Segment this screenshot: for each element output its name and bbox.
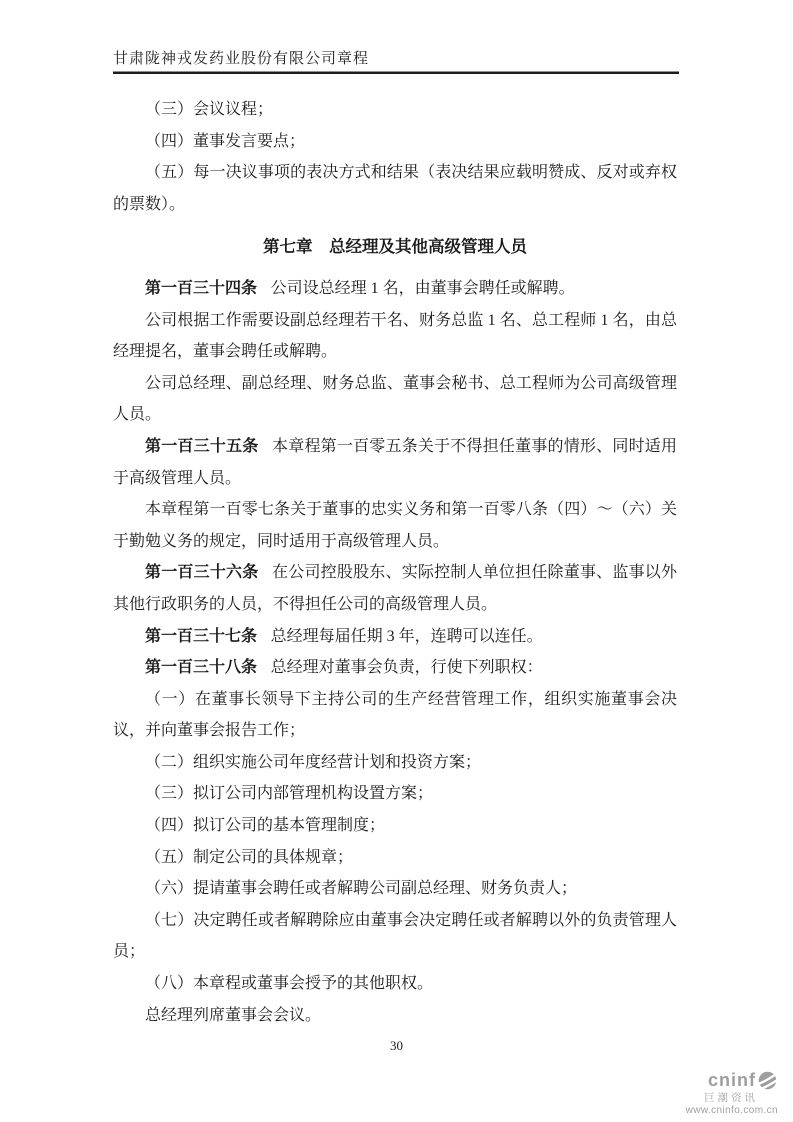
paragraph-text: （一）在董事长领导下主持公司的生产经营管理工作，组织实施董事会决议，并向董事会报告工作； [113, 690, 677, 740]
paragraph-text: （六）提请董事会聘任或者解聘公司副总经理、财务负责人； [145, 880, 578, 898]
page-number: 30 [390, 1038, 403, 1053]
paragraph [113, 684, 677, 747]
paragraph [113, 126, 677, 158]
paragraph [113, 557, 677, 620]
article-number: 第一百三十六条 [145, 564, 259, 582]
paragraph-text: 公司设总经理 1 名，由董事会聘任或解聘。 [270, 279, 575, 297]
paragraph-text: （七）决定聘任或者解聘除应由董事会决定聘任或者解聘以外的负责管理人员； [113, 911, 677, 961]
cninfo-brand-text: cninf [708, 1070, 756, 1091]
paragraph [113, 621, 677, 653]
paragraph [113, 873, 677, 905]
paragraph-text: （二）组织实施公司年度经营计划和投资方案； [145, 753, 482, 771]
paragraph-text: （三）拟订公司内部管理机构设置方案； [145, 785, 434, 803]
paragraph [113, 747, 677, 779]
paragraph [113, 273, 677, 305]
paragraph-text: （三）会议议程； [145, 101, 274, 118]
paragraph-text: 公司总经理、副总经理、财务总监、董事会秘书、总工程师为公司高级管理人员。 [113, 374, 677, 424]
paragraph-text: 总经理对董事会负责，行使下列职权： [270, 659, 543, 677]
paragraph [113, 652, 677, 684]
paragraph [113, 305, 677, 368]
header-rule [113, 71, 679, 74]
paragraph [113, 842, 677, 874]
paragraph-text: （五）每一决议事项的表决方式和结果（表决结果应载明赞成、反对或弃权的票数）。 [113, 164, 677, 213]
paragraph [113, 968, 677, 1000]
paragraph [113, 157, 677, 220]
cninfo-swirl-icon [757, 1070, 778, 1091]
paragraph [113, 431, 677, 494]
page-header [113, 50, 679, 74]
article-number: 第一百三十七条 [145, 627, 258, 645]
paragraph [113, 94, 677, 126]
paragraph [113, 778, 677, 810]
document-body [113, 94, 677, 1031]
cninfo-brand-row [708, 1070, 778, 1091]
paragraph-text: 本章程第一百零七条关于董事的忠实义务和第一百零八条（四）～（六）关于勤勉义务的规定，同时适用于高级管理人员。 [113, 501, 677, 550]
paragraph-text: （八）本章程或董事会授予的其他职权。 [145, 975, 434, 993]
paragraph-text: 本章程第一百零五条关于不得担任董事的情形、同时适用于高级管理人员。 [113, 437, 677, 487]
paragraph-text: （五）制定公司的具体规章； [145, 848, 354, 866]
article-number: 第一百三十八条 [145, 659, 258, 677]
paragraph-text: 总经理列席董事会会议。 [145, 1006, 322, 1024]
article-number: 第一百三十四条 [145, 279, 258, 297]
paragraph [113, 1000, 677, 1032]
paragraph-text: 公司根据工作需要设副总经理若干名、财务总监 1 名、总工程师 1 名，由总经理提名，董事会聘任或解聘。 [113, 311, 677, 361]
cninfo-name-cn: 巨潮资讯 [704, 1092, 758, 1104]
paragraph [113, 810, 677, 842]
article-number: 第一百三十五条 [145, 437, 259, 455]
paragraph-text: 在公司控股股东、实际控制人单位担任除董事、监事以外其他行政职务的人员，不得担任公司的高级管理人员。 [113, 564, 677, 613]
paragraph [113, 905, 677, 968]
paragraph-text: 第七章 总经理及其他高级管理人员 [263, 237, 527, 257]
paragraph-text: （四）董事发言要点； [145, 132, 306, 150]
paragraph-text: （四）拟订公司的基本管理制度； [145, 817, 386, 835]
paragraph [113, 494, 677, 557]
chapter-heading [113, 231, 677, 263]
paragraph [113, 368, 677, 431]
cninfo-url: www.cninfo.com.cn [685, 1105, 778, 1117]
cninfo-logo [686, 1070, 778, 1117]
header-title: 甘肃陇神戎发药业股份有限公司章程 [113, 51, 370, 67]
paragraph-text: 总经理每届任期 3 年，连聘可以连任。 [270, 627, 543, 645]
